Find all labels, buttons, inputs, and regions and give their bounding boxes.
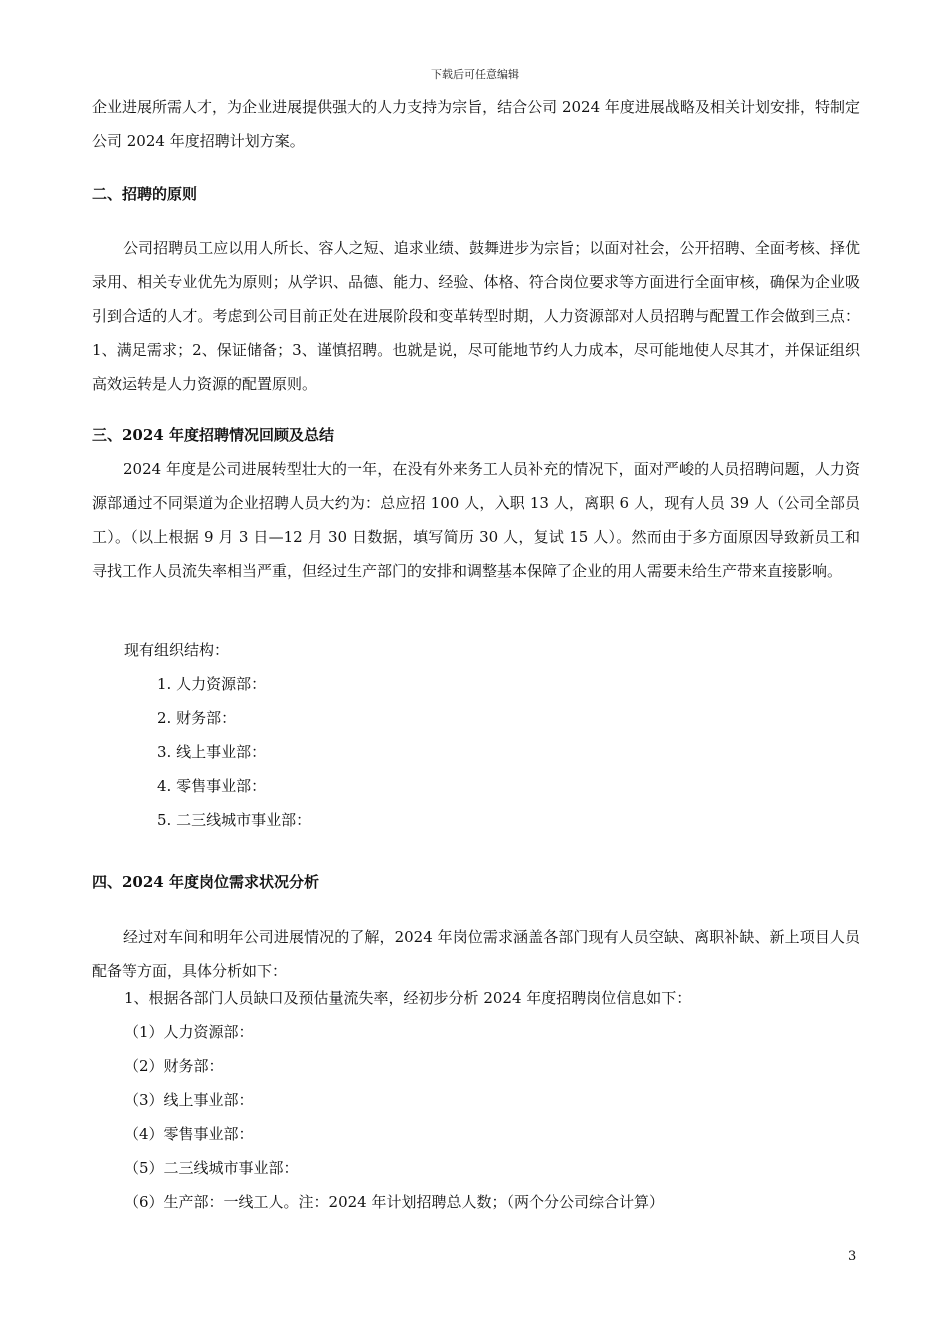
page-number: 3	[848, 1249, 857, 1264]
intro-paragraph: 企业进展所需人才，为企业进展提供强大的人力支持为宗旨，结合公司 2024 年度进展战略及相关计划安排，特制定公司 2024 年度招聘计划方案。	[92, 98, 860, 150]
section-2-heading: 二、招聘的原则	[92, 185, 198, 203]
org-item: 4. 零售事业部：	[157, 777, 267, 795]
section-3-heading: 三、2024 年度招聘情况回顾及总结	[92, 426, 334, 444]
org-item: 2. 财务部：	[157, 709, 237, 727]
org-structure-label: 现有组织结构：	[124, 641, 230, 659]
position-item: （3）线上事业部：	[124, 1091, 254, 1109]
section-4-heading: 四、2024 年度岗位需求状况分析	[92, 873, 319, 891]
position-item: （5）二三线城市事业部：	[124, 1159, 299, 1177]
org-item: 5. 二三线城市事业部：	[157, 811, 312, 829]
position-item: （6）生产部：一线工人。注：2024 年计划招聘总人数；（两个分公司综合计算）	[124, 1193, 664, 1211]
position-item: （2）财务部：	[124, 1057, 224, 1075]
section-4-subheading: 1、根据各部门人员缺口及预估量流失率，经初步分析 2024 年度招聘岗位信息如下：	[124, 989, 692, 1007]
section-2-paragraph: 公司招聘员工应以用人所长、容人之短、追求业绩、鼓舞进步为宗旨；以面对社会，公开招聘、全面考核、择优录用、相关专业优先为原则；从学识、品德、能力、经验、体格、符合岗位要求等方面进行全面审核，确保为企业吸引到合适的人才。考虑到公司目前正处在进展阶段和变革转型时期，人力资源部对人员招聘与配置工作会做到三点：1、满足需求；2、保证储备；3、谨慎招聘。也就是说，尽可能地节约人力成本，尽可能地使人尽其才，并保证组织高效运转是人力资源的配置原则。	[92, 239, 860, 393]
page-header: 下载后可任意编辑	[431, 68, 519, 81]
section-3-paragraph: 2024 年度是公司进展转型壮大的一年，在没有外来务工人员补充的情况下，面对严峻的人员招聘问题，人力资源部通过不同渠道为企业招聘人员大约为：总应招 100 人，入职 13 人，离职 6 人，现有人员 39 人（公司全部员工）。（以上根据 9 月 3 日—12 月 30 日数据，填写简历 30 人，复试 15 人）。然而由于多方面原因导致新员工和寻找工作人员流失率相当严重，但经过生产部门的安排和调整基本保障了企业的用人需要未给生产带来直接影响。	[92, 460, 860, 580]
section-4-paragraph: 经过对车间和明年公司进展情况的了解，2024 年岗位需求涵盖各部门现有人员空缺、离职补缺、新上项目人员配备等方面，具体分析如下：	[92, 928, 860, 980]
org-item: 3. 线上事业部：	[157, 743, 267, 761]
org-item: 1. 人力资源部：	[157, 675, 267, 693]
position-item: （4）零售事业部：	[124, 1125, 254, 1143]
position-item: （1）人力资源部：	[124, 1023, 254, 1041]
